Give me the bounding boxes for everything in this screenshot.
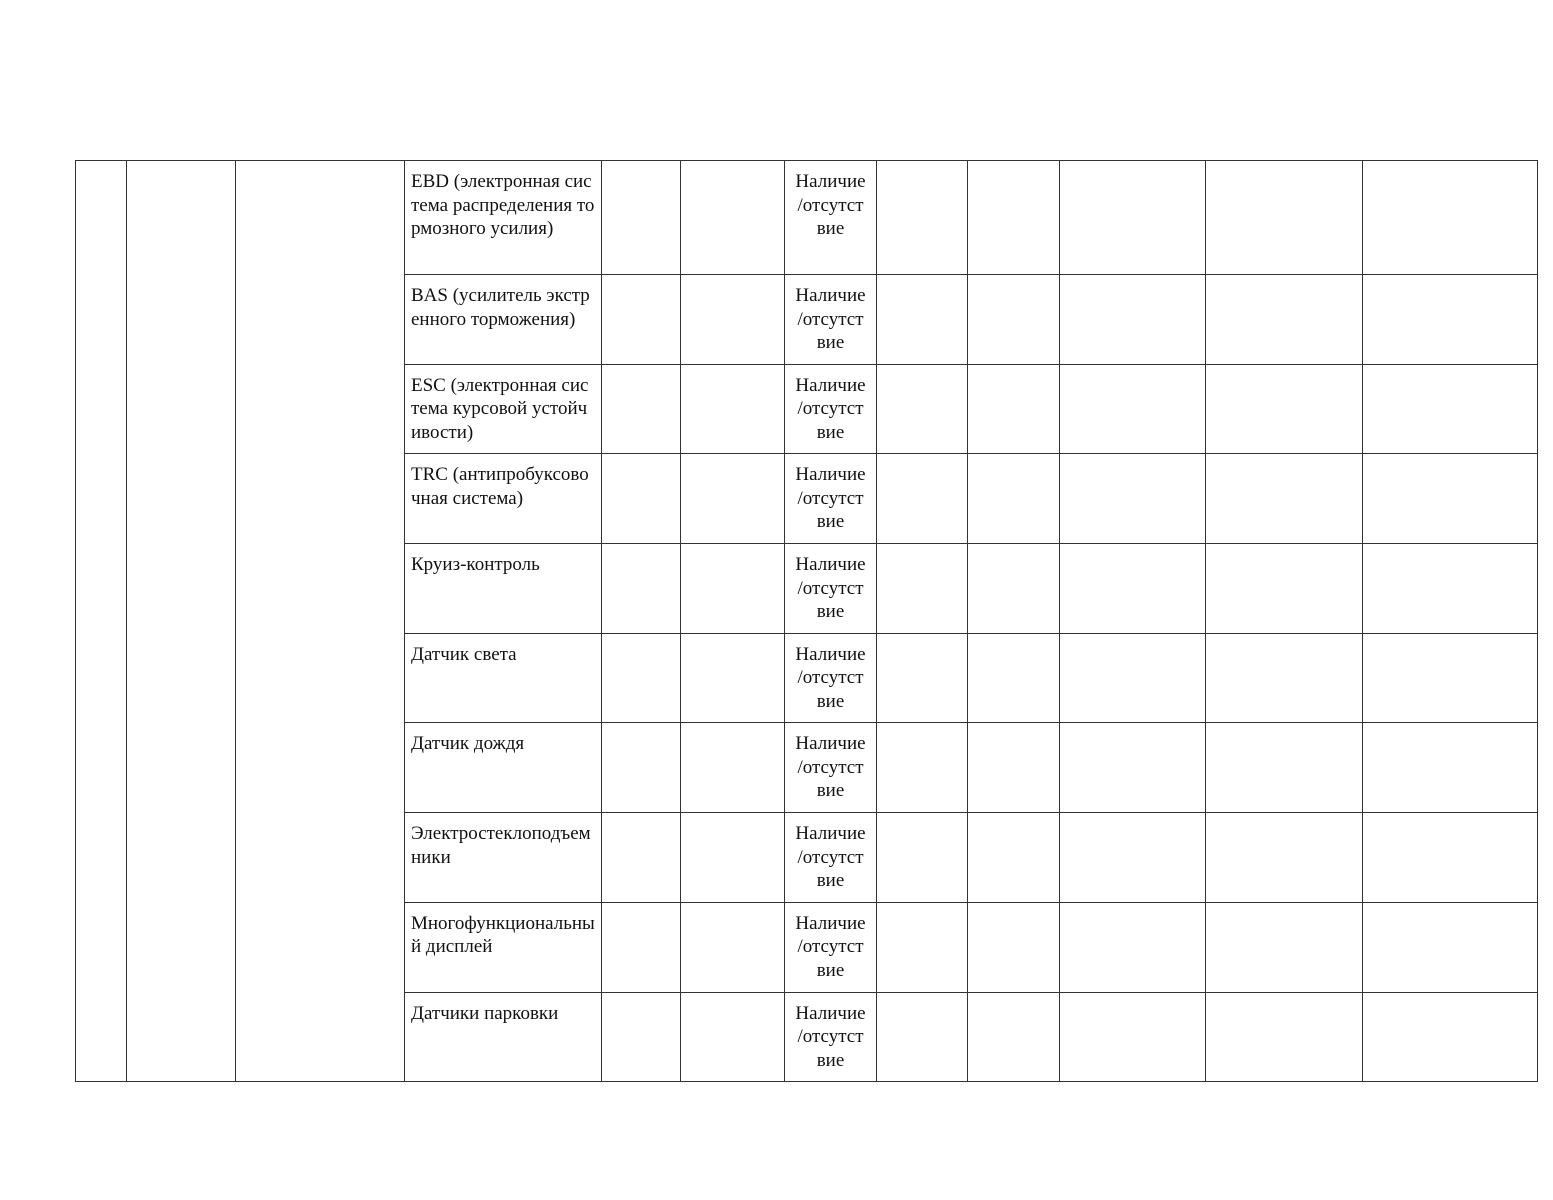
- empty-cell: [1206, 992, 1363, 1082]
- empty-cell: [1363, 813, 1538, 903]
- empty-cell: [877, 633, 968, 723]
- empty-cell: [602, 364, 681, 454]
- empty-cell: [681, 275, 785, 365]
- empty-cell: [877, 992, 968, 1082]
- empty-cell: [1363, 544, 1538, 634]
- empty-cell: [968, 275, 1060, 365]
- empty-cell: [602, 544, 681, 634]
- empty-cell: [968, 633, 1060, 723]
- empty-cell: [602, 161, 681, 275]
- availability-cell: Наличие /отсутст вие: [785, 364, 877, 454]
- empty-cell: [968, 544, 1060, 634]
- empty-cell: [681, 813, 785, 903]
- empty-cell: [1060, 275, 1206, 365]
- feature-cell: Электростеклоподъемники: [405, 813, 602, 903]
- empty-cell: [877, 364, 968, 454]
- feature-cell: Многофункциональный дисплей: [405, 902, 602, 992]
- feature-cell: ESC (электронная система курсовой устойчивости): [405, 364, 602, 454]
- empty-cell: [602, 902, 681, 992]
- empty-cell: [968, 813, 1060, 903]
- empty-cell: [1206, 633, 1363, 723]
- empty-cell: [1206, 275, 1363, 365]
- empty-cell: [1206, 902, 1363, 992]
- empty-cell: [1060, 454, 1206, 544]
- empty-cell: [681, 364, 785, 454]
- empty-cell: [968, 902, 1060, 992]
- merged-cell-col1: [76, 161, 127, 1082]
- feature-cell: Датчик дождя: [405, 723, 602, 813]
- empty-cell: [602, 275, 681, 365]
- empty-cell: [877, 161, 968, 275]
- empty-cell: [1363, 723, 1538, 813]
- equipment-table: [75, 160, 1538, 1082]
- availability-cell: Наличие /отсутст вие: [785, 544, 877, 634]
- empty-cell: [681, 454, 785, 544]
- empty-cell: [1060, 544, 1206, 634]
- empty-cell: [1363, 454, 1538, 544]
- empty-cell: [1060, 723, 1206, 813]
- empty-cell: [1363, 364, 1538, 454]
- empty-cell: [681, 992, 785, 1082]
- merged-cell-col2: [127, 161, 236, 1082]
- empty-cell: [877, 813, 968, 903]
- empty-cell: [1363, 902, 1538, 992]
- empty-cell: [602, 633, 681, 723]
- empty-cell: [968, 723, 1060, 813]
- empty-cell: [1206, 454, 1363, 544]
- empty-cell: [877, 275, 968, 365]
- availability-cell: Наличие /отсутст вие: [785, 275, 877, 365]
- empty-cell: [681, 633, 785, 723]
- empty-cell: [877, 723, 968, 813]
- empty-cell: [1060, 364, 1206, 454]
- empty-cell: [1060, 902, 1206, 992]
- empty-cell: [1363, 992, 1538, 1082]
- feature-cell: BAS (усилитель экстренного торможения): [405, 275, 602, 365]
- empty-cell: [602, 992, 681, 1082]
- empty-cell: [602, 813, 681, 903]
- empty-cell: [968, 364, 1060, 454]
- empty-cell: [968, 454, 1060, 544]
- empty-cell: [1363, 275, 1538, 365]
- empty-cell: [1206, 813, 1363, 903]
- empty-cell: [681, 723, 785, 813]
- empty-cell: [1206, 161, 1363, 275]
- empty-cell: [602, 454, 681, 544]
- empty-cell: [681, 161, 785, 275]
- empty-cell: [602, 723, 681, 813]
- feature-cell: TRC (антипробуксовочная система): [405, 454, 602, 544]
- empty-cell: [1060, 161, 1206, 275]
- feature-cell: EBD (электронная система распределения тормозного усилия): [405, 161, 602, 275]
- empty-cell: [1206, 364, 1363, 454]
- empty-cell: [681, 544, 785, 634]
- availability-cell: Наличие /отсутст вие: [785, 161, 877, 275]
- availability-cell: Наличие /отсутст вие: [785, 723, 877, 813]
- feature-cell: Датчики парковки: [405, 992, 602, 1082]
- empty-cell: [877, 902, 968, 992]
- empty-cell: [877, 454, 968, 544]
- empty-cell: [1206, 723, 1363, 813]
- feature-cell: Датчик света: [405, 633, 602, 723]
- availability-cell: Наличие /отсутст вие: [785, 633, 877, 723]
- table-row: [76, 161, 1538, 275]
- empty-cell: [968, 161, 1060, 275]
- availability-cell: Наличие /отсутст вие: [785, 813, 877, 903]
- empty-cell: [1363, 633, 1538, 723]
- feature-cell: Круиз-контроль: [405, 544, 602, 634]
- empty-cell: [1060, 813, 1206, 903]
- availability-cell: Наличие /отсутст вие: [785, 454, 877, 544]
- empty-cell: [1060, 992, 1206, 1082]
- empty-cell: [968, 992, 1060, 1082]
- availability-cell: Наличие /отсутст вие: [785, 902, 877, 992]
- merged-cell-col3: [236, 161, 405, 1082]
- empty-cell: [1363, 161, 1538, 275]
- availability-cell: Наличие /отсутст вие: [785, 992, 877, 1082]
- empty-cell: [877, 544, 968, 634]
- empty-cell: [681, 902, 785, 992]
- empty-cell: [1206, 544, 1363, 634]
- empty-cell: [1060, 633, 1206, 723]
